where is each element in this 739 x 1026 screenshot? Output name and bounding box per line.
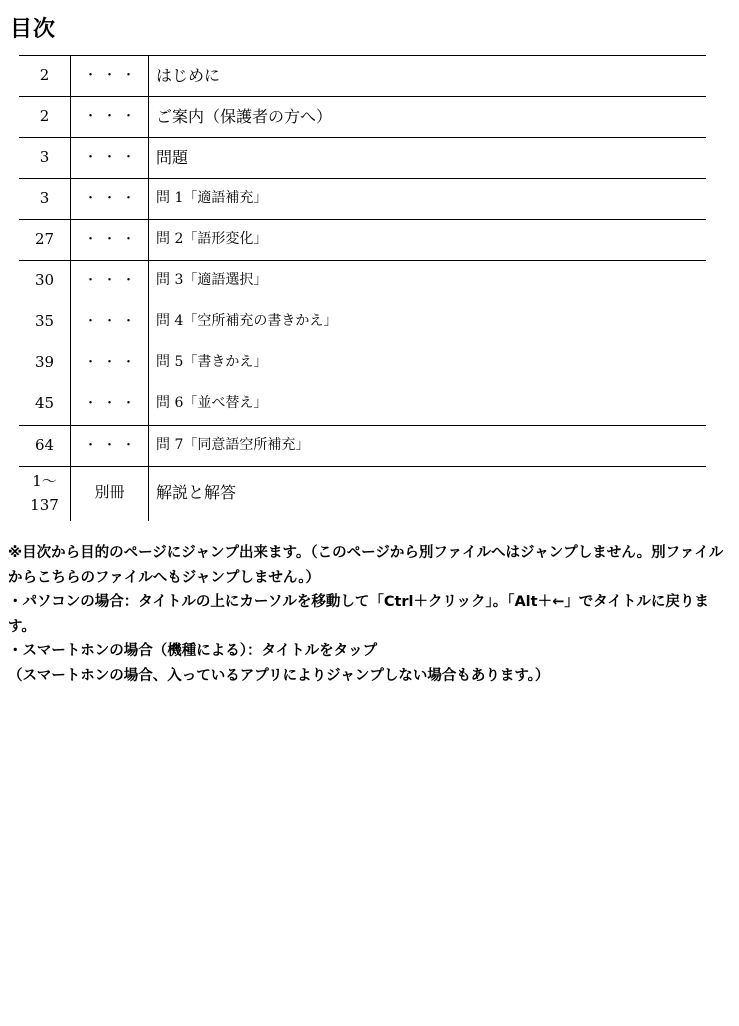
usage-notes — [8, 541, 733, 688]
toc-page-number: 3 — [39, 148, 50, 166]
toc-page-number: 35 — [34, 312, 55, 330]
toc-leader-dots: ・・・ — [83, 273, 141, 288]
toc-title-link[interactable]: 問 6「並べ替え」 — [156, 395, 268, 411]
toc-title-link[interactable]: 問 1「適語補充」 — [156, 190, 268, 206]
toc-page-number: 3 — [39, 189, 50, 207]
toc-row-q4[interactable] — [19, 301, 706, 342]
toc-leader-dots: ・・・ — [83, 191, 141, 206]
toc-title-link[interactable]: 問 3「適語選択」 — [156, 272, 268, 288]
toc-row-q5[interactable] — [19, 342, 706, 383]
toc-title-link[interactable]: 解説と解答 — [156, 483, 237, 502]
toc-row-answers[interactable] — [19, 466, 706, 521]
toc-page-range-end: 137 — [30, 496, 59, 514]
toc-leader-dots: ・・・ — [83, 68, 141, 83]
toc-title-link[interactable]: 問 2「語形変化」 — [156, 231, 268, 247]
toc-title-link[interactable]: 問 5「書きかえ」 — [156, 354, 268, 370]
toc-title-link[interactable]: ご案内（保護者の方へ） — [156, 107, 333, 126]
table-of-contents — [19, 55, 706, 521]
toc-row-hajimeni[interactable] — [19, 55, 706, 96]
toc-page-number: 30 — [34, 271, 55, 289]
toc-row-q6[interactable] — [19, 383, 706, 424]
toc-title-link[interactable]: 問 4「空所補充の書きかえ」 — [156, 313, 338, 329]
toc-page-number: 64 — [34, 436, 55, 454]
note-smartphone-caveat: （スマートホンの場合、入っているアプリによりジャンプしない場合もあります。） — [8, 667, 550, 684]
toc-page-number: 2 — [39, 107, 50, 125]
toc-row-problems[interactable] — [19, 137, 706, 178]
toc-leader-dots: ・・・ — [83, 314, 141, 329]
toc-page-number: 27 — [34, 230, 55, 248]
toc-page-number: 39 — [34, 353, 55, 371]
toc-leader-dots: ・・・ — [83, 232, 141, 247]
toc-page-number: 2 — [39, 66, 50, 84]
toc-page-range-start: 1〜 — [32, 472, 57, 490]
toc-leader-dots: ・・・ — [83, 355, 141, 370]
toc-page-range — [19, 466, 70, 523]
toc-title-link[interactable]: 問題 — [156, 148, 189, 167]
note-pc-instructions: ・パソコンの場合：タイトルの上にカーソルを移動して「Ctrl＋クリック」。「Alt＋←」でタイトルに戻ります。 — [8, 594, 709, 635]
toc-row-q7[interactable] — [19, 425, 706, 466]
toc-title-link[interactable]: はじめに — [156, 66, 221, 85]
toc-volume-label: 別冊 — [94, 483, 125, 501]
note-jump-info: ※目次から目的のページにジャンプ出来ます。（このページから別ファイルへはジャンプしません。別ファイルからこちらのファイルへもジャンプしません。） — [8, 545, 724, 586]
note-smartphone-instructions: ・スマートホンの場合（機種による）：タイトルをタップ — [8, 643, 378, 659]
toc-row-q2[interactable] — [19, 219, 706, 260]
toc-leader-dots: ・・・ — [83, 396, 141, 411]
toc-row-guide[interactable] — [19, 96, 706, 137]
page-title: 目次 — [10, 17, 57, 42]
toc-row-q1[interactable] — [19, 178, 706, 219]
toc-page-number: 45 — [34, 394, 55, 412]
toc-row-q3[interactable] — [19, 260, 706, 301]
toc-title-link[interactable]: 問 7「同意語空所補充」 — [156, 437, 310, 453]
toc-leader-dots: ・・・ — [83, 109, 141, 124]
toc-leader-dots: ・・・ — [83, 150, 141, 165]
toc-leader-dots: ・・・ — [83, 438, 141, 453]
